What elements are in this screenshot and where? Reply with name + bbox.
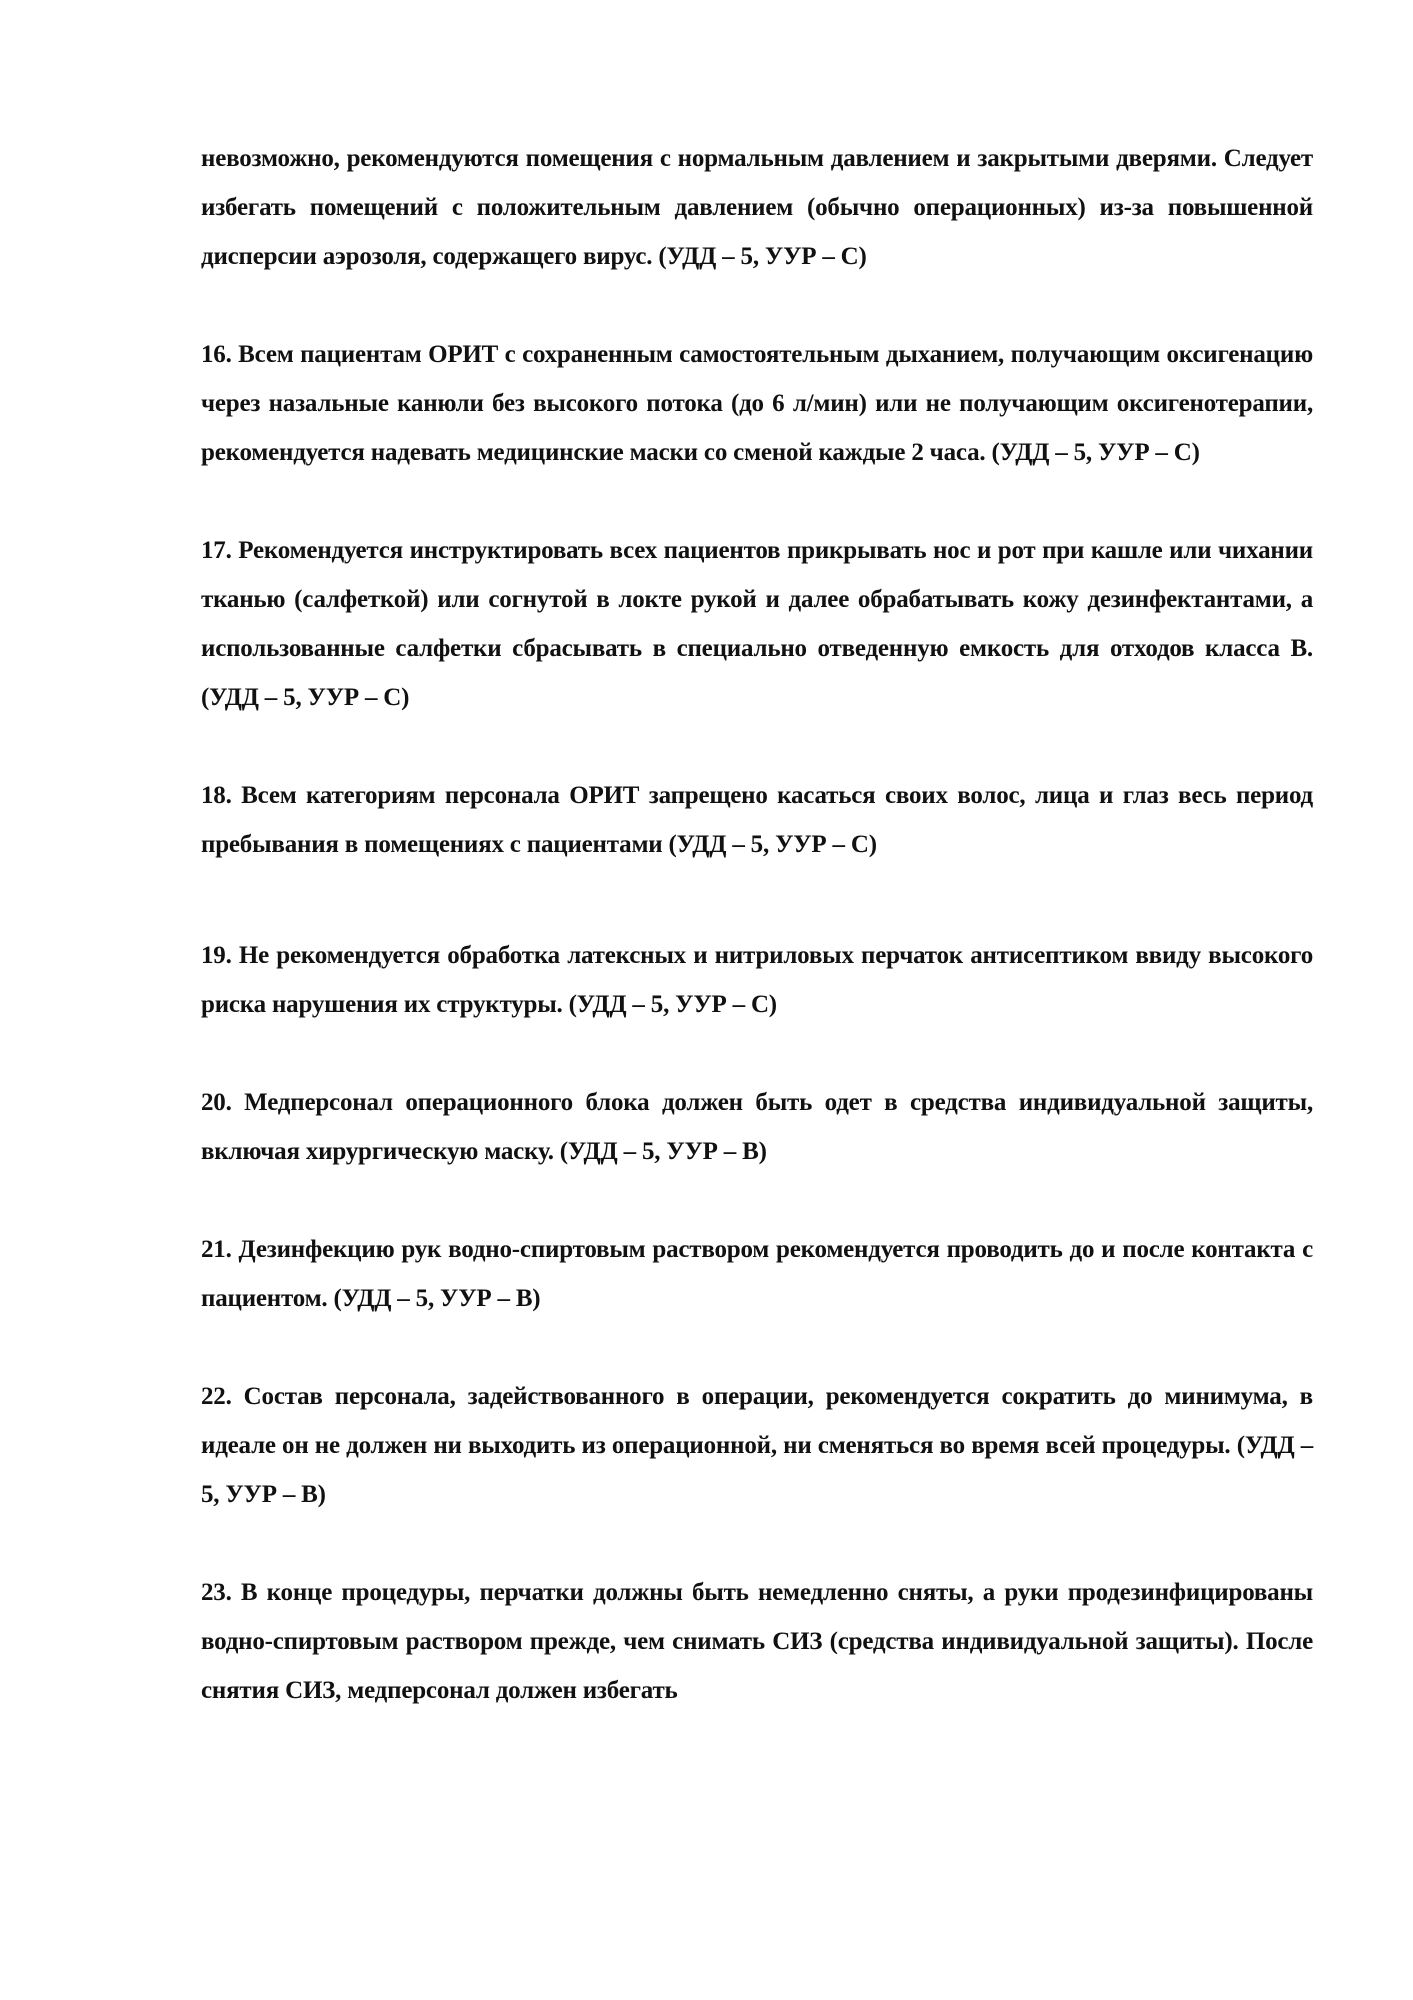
paragraph-continuation-15: невозможно, рекомендуются помещения с нормальным давлением и закрытыми дверями. Следует избегать помещений с положительным давлением (обычно операционных) из-за повышенной дисперсии аэрозоля, содержащего вирус. (УДД – 5, УУР – С) (201, 145, 1313, 270)
paragraph-item-17: 17. Рекомендуется инструктировать всех пациентов прикрывать нос и рот при кашле или чихании тканью (салфеткой) или согнутой в локте рукой и далее обрабатывать кожу дезинфектантами, а использованные салфетки сбрасывать в специально отведенную емкость для отходов класса В. (УДД – 5, УУР – С) (201, 537, 1313, 711)
paragraph-item-23: 23. В конце процедуры, перчатки должны быть немедленно сняты, а руки продезинфицированы водно-спиртовым раствором прежде, чем снимать СИЗ (средства индивидуальной защиты). После снятия СИЗ, медперсонал должен избегать (201, 1579, 1313, 1704)
paragraph-item-21: 21. Дезинфекцию рук водно-спиртовым раствором рекомендуется проводить до и после контакта с пациентом. (УДД – 5, УУР – В) (201, 1236, 1313, 1312)
paragraph-item-18: 18. Всем категориям персонала ОРИТ запрещено касаться своих волос, лица и глаз весь период пребывания в помещениях с пациентами (УДД – 5, УУР – С) (201, 782, 1313, 858)
paragraph-item-20: 20. Медперсонал операционного блока должен быть одет в средства индивидуальной защиты, включая хирургическую маску. (УДД – 5, УУР – В) (201, 1089, 1313, 1165)
paragraph-item-16: 16. Всем пациентам ОРИТ с сохраненным самостоятельным дыханием, получающим оксигенацию через назальные канюли без высокого потока (до 6 л/мин) или не получающим оксигенотерапии, рекомендуется надевать медицинские маски со сменой каждые 2 часа. (УДД – 5, УУР – С) (201, 341, 1313, 466)
paragraph-item-19: 19. Не рекомендуется обработка латексных и нитриловых перчаток антисептиком ввиду высокого риска нарушения их структуры. (УДД – 5, УУР – С) (201, 942, 1313, 1018)
document-page (201, 134, 1313, 1715)
paragraph-item-22: 22. Состав персонала, задействованного в операции, рекомендуется сократить до минимума, в идеале он не должен ни выходить из операционной, ни сменяться во время всей процедуры. (УДД – 5, УУР – В) (201, 1383, 1313, 1508)
